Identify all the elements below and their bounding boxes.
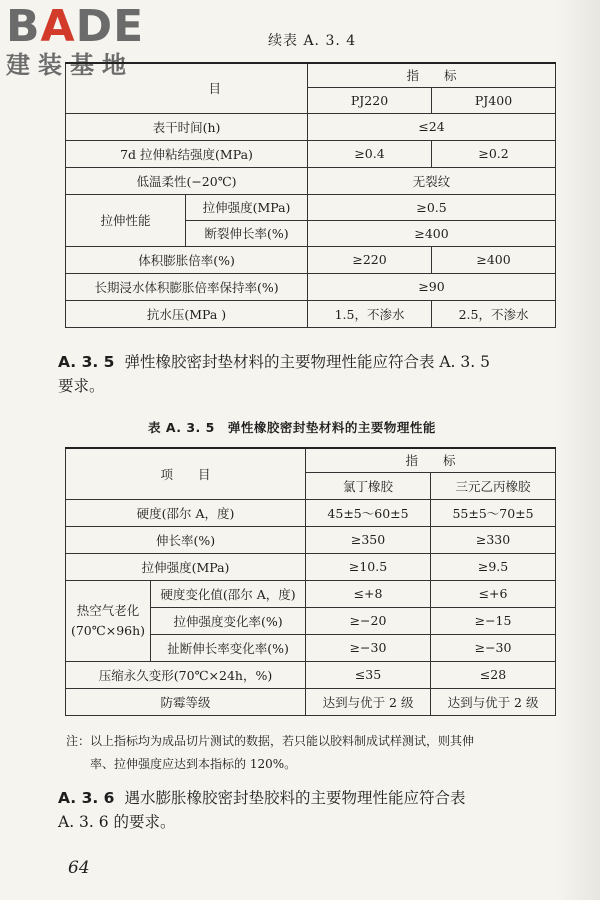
table-row xyxy=(66,688,556,715)
row-label: 低温柔性(−20℃) xyxy=(66,167,308,194)
clause-a35 xyxy=(58,350,548,398)
row-value: ≥0.5 xyxy=(308,194,556,220)
row-label: 表干时间(h) xyxy=(66,113,308,140)
table-row xyxy=(66,499,556,526)
row-value-1: ≥10.5 xyxy=(306,553,431,580)
clause-a36 xyxy=(58,786,548,834)
table-row xyxy=(66,167,556,194)
table-row xyxy=(66,300,556,327)
row-value-2: ≥−15 xyxy=(431,607,556,634)
row-value-1: ≥0.4 xyxy=(308,140,432,167)
clause-text-cont: 要求。 xyxy=(58,377,105,395)
row-value: 无裂纹 xyxy=(308,167,556,194)
row-value: ≥400 xyxy=(308,220,556,246)
table-row xyxy=(66,140,556,167)
row-value-2: 达到与优于 2 级 xyxy=(431,688,556,715)
row-label: 硬度变化值(邵尔 A，度) xyxy=(151,580,306,607)
row-value-1: 达到与优于 2 级 xyxy=(306,688,431,715)
row-label: 硬度(邵尔 A，度) xyxy=(66,499,306,526)
clause-text: 遇水膨胀橡胶密封垫胶料的主要物理性能应符合表 xyxy=(124,789,466,807)
row-value-2: ≤28 xyxy=(431,661,556,688)
table-row xyxy=(66,661,556,688)
table-a35-title: 表 A. 3. 5 弹性橡胶密封垫材料的主要物理性能 xyxy=(148,420,436,435)
row-value-1: 45±5～60±5 xyxy=(306,499,431,526)
row-value-2: ≥9.5 xyxy=(431,553,556,580)
row-value-2: ≤+6 xyxy=(431,580,556,607)
page-number: 64 xyxy=(68,858,90,878)
header-item: 项 目 xyxy=(66,448,306,499)
row-value-1: ≤+8 xyxy=(306,580,431,607)
clause-number: A. 3. 6 xyxy=(58,789,115,807)
row-label: 体积膨胀倍率(%) xyxy=(66,246,308,273)
row-label: 断裂伸长率(%) xyxy=(186,220,308,246)
row-label: 扯断伸长率变化率(%) xyxy=(151,634,306,661)
header-index: 指 标 xyxy=(306,448,556,472)
col-epdm: 三元乙丙橡胶 xyxy=(431,472,556,499)
row-value-1: ≥−30 xyxy=(306,634,431,661)
row-value-2: ≥400 xyxy=(432,246,556,273)
table-row xyxy=(66,246,556,273)
table-row xyxy=(66,273,556,300)
row-value-2: 2.5，不渗水 xyxy=(432,300,556,327)
row-value-2: ≥330 xyxy=(431,526,556,553)
table-row xyxy=(66,113,556,140)
row-value-1: ≥350 xyxy=(306,526,431,553)
row-label: 抗水压(MPa ) xyxy=(66,300,308,327)
table-row xyxy=(66,553,556,580)
row-value-1: ≤35 xyxy=(306,661,431,688)
logo-chinese: 建装基地 xyxy=(6,51,134,79)
row-value: ≤24 xyxy=(308,113,556,140)
table-a35 xyxy=(65,447,556,716)
row-value-1: 1.5，不渗水 xyxy=(308,300,432,327)
row-value-2: ≥−30 xyxy=(431,634,556,661)
group-label: 拉伸性能 xyxy=(66,194,186,246)
row-value: ≥90 xyxy=(308,273,556,300)
row-label: 压缩永久变形(70℃×24h，%) xyxy=(66,661,306,688)
table-row xyxy=(66,526,556,553)
clause-number: A. 3. 5 xyxy=(58,353,115,371)
continued-table-title: 续表 A. 3. 4 xyxy=(268,33,357,49)
row-value-1: ≥−20 xyxy=(306,607,431,634)
row-value-1: ≥220 xyxy=(308,246,432,273)
header-item: 目 xyxy=(66,63,308,113)
row-label: 拉伸强度(MPa) xyxy=(186,194,308,220)
row-label: 长期浸水体积膨胀倍率保持率(%) xyxy=(66,273,308,300)
col-pj400: PJ400 xyxy=(432,87,556,113)
col-pj220: PJ220 xyxy=(308,87,432,113)
table-row xyxy=(66,194,556,220)
clause-text: 弹性橡胶密封垫材料的主要物理性能应符合表 A. 3. 5 xyxy=(124,353,490,371)
table-note: 注：以上指标均为成品切片测试的数据，若只能以胶料制成试样测试，则其伸 率、拉伸强度应达到本指标的 120%。 xyxy=(66,734,475,771)
row-label: 伸长率(%) xyxy=(66,526,306,553)
table-a34-continued xyxy=(65,62,556,328)
clause-text-cont: A. 3. 6 的要求。 xyxy=(58,813,176,831)
col-neoprene: 氯丁橡胶 xyxy=(306,472,431,499)
header-index: 指 标 xyxy=(308,63,556,87)
row-label: 拉伸强度变化率(%) xyxy=(151,607,306,634)
row-label: 7d 拉伸粘结强度(MPa) xyxy=(66,140,308,167)
row-value-2: ≥0.2 xyxy=(432,140,556,167)
table-row xyxy=(66,580,556,607)
page-edge-shadow xyxy=(556,0,600,900)
row-value-2: 55±5～70±5 xyxy=(431,499,556,526)
row-label: 防霉等级 xyxy=(66,688,306,715)
aging-group-label: 热空气老化 (70℃×96h) xyxy=(66,580,151,661)
logo-wordmark: BADE xyxy=(6,1,145,52)
row-label: 拉伸强度(MPa) xyxy=(66,553,306,580)
